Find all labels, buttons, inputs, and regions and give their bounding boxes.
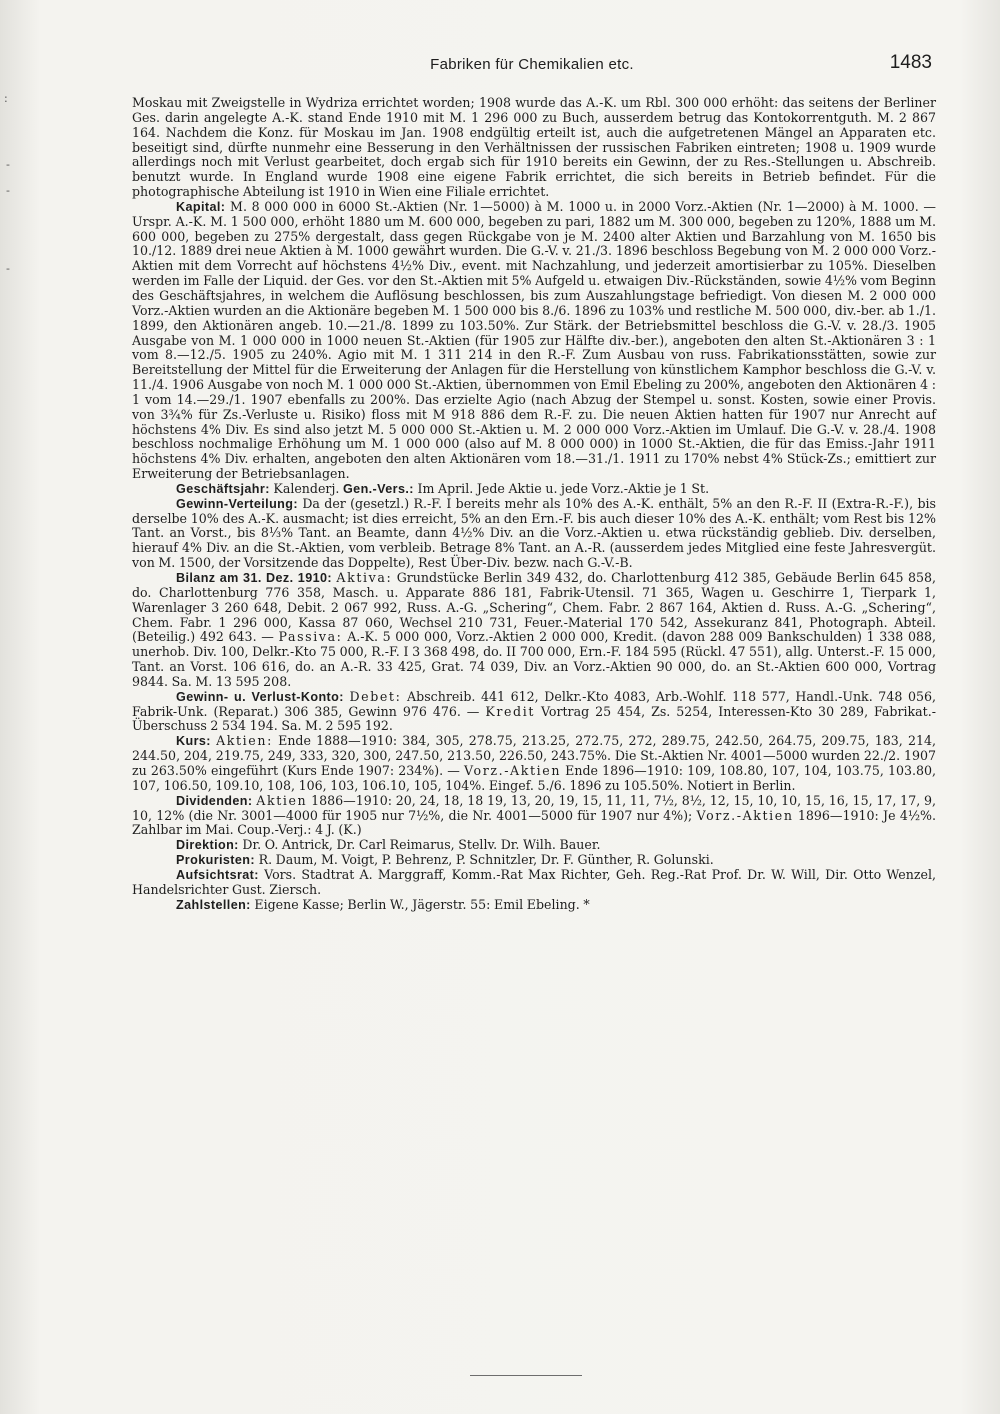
kapital-text: M. 8 000 000 in 6000 St.-Aktien (Nr. 1—5000) à M. 1000 u. in 2000 Vorz.-Aktien (Nr. 1—2000) à M. 1000. — Urspr. A.-K. M. 1 500 000, erhöht 1880 um M. 600 000, begeben zu pari, 1882 um M. 300 000, begeben zu 120%, 1888 um M. 600 000, begeben zu 275% dergestalt, dass gegen Rückgabe von je M. 2400 alter Aktien und Barzahlung von M. 1650 bis 10./12. 1889 drei neue Aktien à M. 1000 gewährt wurden. Die G.-V. v. 21./3. 1896 beschloss Begebung von M. 2 000 000 Vorz.-Aktien mit dem Vorrecht auf höchstens 4½% Div., event. mit Nachzahlung, und jederzeit amortisierbar zu 105%. Dieselben werden im Falle der Liquid. der Ges. vor den St.-Aktien mit 5% Aufgeld u. etwaigen Div.-Rückständen, sowie 4½% vom Beginn des Geschäftsjahres, in welchem die Auflösung beschlossen, bis zum Auszahlungstage befriedigt. Von diesen M. 2 000 000 Vorz.-Aktien wurden an die Aktionäre begeben M. 1 500 000 bis 8./6. 1896 zu 103% und restliche M. 500 000, div.-ber. ab 1./1. 1899, den Aktionären angeb. 10.—21./8. 1899 zu 103.50%. Zur Stärk. der Betriebsmittel beschloss die G.-V. v. 28./3. 1905 Ausgabe von M. 1 000 000 in 1000 neuen St.-Aktien (für 1905 zur Hälfte div.-ber.), angeboten den alten St.-Aktionären 3 : 1 vom 8.—12./5. 1905 zu 240%. Agio mit M. 1 311 214 in den R.-F. Zum Ausbau von russ. Fabrikationsstätten, sowie zur Bereitstellung der Mittel für die Erweiterung der Anlagen für die Herstellung von künstlichem Kamphor beschloss die G.-V. v. 11./4. 1906 Ausgabe von noch M. 1 000 000 St.-Aktien, übernommen von Emil Ebeling zu 200%, angeboten den Aktionären 4 : 1 vom 14.—29./1. 1907 ebenfalls zu 200%. Das erzielte Agio (nach Abzug der Stempel u. sonst. Kosten, sowie einer Provis. von 3¾% für Zs.-Verluste u. Risiko) floss mit M 918 886 dem R.-F. zu. Die neuen Aktien hatten für 1907 nur Anrecht auf höchstens 4% Div. Es sind also jetzt M. 5 000 000 St.-Aktien u. M. 2 000 000 Vorz.-Aktien im Umlauf. Die G.-V. v. 28./4. 1908 beschloss nochmalige Erhöhung um M. 1 000 000 (also auf M. 8 000 000) in 1000 St.-Aktien, die für das Emiss.-Jahr 1911 höchstens 4% Div. erhalten, angeboten den alten Aktionären vom 18.—31./1. 1911 zu 170% nebst 4% Stück-Zs.; emittiert zur Erweiterung der Betriebsanlagen. bbox=[132, 198, 937, 482]
section-direktion bbox=[132, 838, 936, 853]
section-gewinn-verteilung bbox=[132, 497, 936, 571]
direktion-text: Dr. O. Antrick, Dr. Carl Reimarus, Stellv. Dr. Wilh. Bauer. bbox=[242, 837, 601, 853]
margin-mark: : bbox=[4, 92, 8, 105]
aktiva-label: Aktiva: bbox=[336, 570, 393, 585]
intro-paragraph bbox=[132, 96, 936, 200]
direktion-label: Direktion: bbox=[176, 838, 239, 853]
geschaeftsjahr-label: Geschäftsjahr: bbox=[176, 481, 270, 496]
section-gewinn-verlust bbox=[132, 690, 936, 735]
page-number: 1483 bbox=[889, 52, 932, 73]
dividenden-aktien-label: Aktien bbox=[256, 792, 308, 808]
prokuristen-label: Prokuristen: bbox=[176, 853, 255, 868]
margin-mark: - bbox=[6, 184, 10, 197]
section-aufsichtsrat bbox=[132, 868, 936, 898]
bilanz-label: Bilanz am 31. Dez. 1910: bbox=[176, 571, 333, 585]
running-title: Fabriken für Chemikalien etc. bbox=[430, 56, 634, 73]
end-rule bbox=[470, 1375, 582, 1376]
section-zahlstellen bbox=[132, 898, 936, 913]
geschaeftsjahr-text: Kalenderj. bbox=[273, 480, 340, 496]
zahlstellen-text: Eigene Kasse; Berlin W., Jägerstr. 55: Emil Ebeling. bbox=[254, 896, 580, 912]
section-kapital bbox=[132, 200, 936, 482]
dividenden-text: 1886—1910: 20, 24, 18, 18 19, 13, 20, 19, 15, 11, 11, 7½, 8½, 12, 15, 10, 10, 15, 16, 15, 17, 17, 9, 10, 12% (die Nr. 3001—4000 für 1905 nur 7½%, die Nr. 4001—5000 für 1907 nur 4%); bbox=[132, 792, 937, 823]
gen-vers-label: Gen.-Vers.: bbox=[342, 481, 414, 496]
aktiva-text: Grundstücke Berlin 349 432, do. Charlottenburg 412 385, Gebäude Berlin 645 858, do. Charlottenburg 776 358, Masch. u. Apparate 886 181, Fabrik-Utensil. 71 365, Wagen u. Geschirre 1, Tierpark 1, Warenlager 3 260 648, Debit. 2 067 992, Russ. A.-G. „Schering“, Chem. Fabr. 2 867 164, Aktien d. Russ. A.-G. „Schering“, Chem. Fabr. 1 296 000, Kassa 87 060, Wechsel 210 731, Feuer.-Material 170 542, Assekuranz 841, Photograph. Abteil. (Beteilig.) 492 643. — bbox=[132, 570, 936, 645]
kurs-vorz-label: Vorz.-Aktien bbox=[464, 762, 562, 778]
aufsichtsrat-label: Aufsichtsrat: bbox=[176, 867, 259, 882]
zahlstellen-label: Zahlstellen: bbox=[176, 897, 251, 912]
kurs-vorz-text: Ende 1896—1910: 109, 108.80, 107, 104, 103.75, 103.80, 107, 106.50, 109.10, 108, 106, 103, 106.10, 105, 104%. Eingef. 5./6. 1896 zu 105.50%. Notiert in Berlin. bbox=[132, 762, 937, 793]
section-prokuristen bbox=[132, 853, 936, 868]
dividenden-vorz-text: 1896—1910: Je 4½%. Zahlbar im Mai. Coup.-Verj.: 4 J. (K.) bbox=[132, 807, 937, 838]
debet-label: Debet: bbox=[349, 688, 402, 704]
section-dividenden bbox=[132, 794, 936, 839]
kurs-text: Ende 1888—1910: 384, 305, 278.75, 213.25, 272.75, 272, 289.75, 242.50, 264.75, 209.75, 183, 214, 244.50, 204, 219.75, 249, 333, 320, 300, 247.50, 213.50, 226.50, 243.75%. Die St.-Aktien Nr. 4001—5000 wurden 22./2. 1907 zu 263.50% eingeführt (Kurs Ende 1907: 234%). — bbox=[132, 733, 937, 778]
kurs-aktien-label: Aktien: bbox=[216, 733, 273, 749]
section-kurs bbox=[132, 734, 936, 793]
gewinn-verteilung-text: Da der (gesetzl.) R.-F. I bereits mehr als 10% des A.-K. enthält, 5% an den R.-F. II (Extra-R.-F.), bis derselbe 10% des A.-K. ausmacht; ist dies erreicht, 5% an den Ern.-F. bis auch dieser 10% des A.-K. enthält; vom Rest bis 12% Tant. an Vorst., bis 8⅓% Tant. an Beamte, dann 4½% Div. an die Vorz.-Aktien u. etwa rückständig geblieb. Div. derselben, hierauf 4% Div. an die St.-Aktien, vom verbleib. Betrage 8% Tant. an A.-R. (ausserdem jedes Mitglied eine feste Jahresvergüt. von M. 1500, der Vorsitzende das Doppelte), Rest Über-Div. bezw. nach G.-V.-B. bbox=[132, 495, 936, 571]
kurs-label: Kurs: bbox=[176, 734, 211, 749]
passiva-label: Passiva: bbox=[278, 629, 343, 645]
debet-text: Abschreib. 441 612, Delkr.-Kto 4083, Arb.-Wohlf. 118 577, Handl.-Unk. 748 056, Fabrik-Unk. (Reparat.) 306 385, Gewinn 976 476. — bbox=[132, 688, 936, 719]
kredit-label: Kredit bbox=[485, 703, 535, 719]
kredit-text: Vortrag 25 454, Zs. 5254, Interessen-Kto 30 289, Fabrikat.-Überschuss 2 534 194. Sa. M. 2 595 192. bbox=[132, 703, 936, 734]
margin-mark: - bbox=[6, 158, 10, 171]
gen-vers-text: Im April. Jede Aktie u. jede Vorz.-Aktie je 1 St. bbox=[417, 480, 710, 496]
gewinn-verlust-label: Gewinn- u. Verlust-Konto: bbox=[176, 689, 344, 704]
aufsichtsrat-text: Vors. Stadtrat A. Marggraff, Komm.-Rat Max Richter, Geh. Reg.-Rat Prof. Dr. W. Will, Dir. Otto Wenzel, Handelsrichter Gust. Ziersch. bbox=[132, 866, 936, 897]
section-bilanz bbox=[132, 571, 936, 690]
gewinn-verteilung-label: Gewinn-Verteilung: bbox=[176, 496, 298, 511]
margin-mark: - bbox=[6, 262, 10, 275]
kapital-label: Kapital: bbox=[176, 199, 226, 214]
intro-text: Moskau mit Zweigstelle in Wydriza errichtet worden; 1908 wurde das A.-K. um Rbl. 300 000 erhöht: das seitens der Berliner Ges. darin angelegte A.-K. stand Ende 1910 mit M. 1 296 000 zu Buch, ausserdem betrug das Kontokorrentguth. M. 2 867 164. Nachdem die Konz. für Moskau im Jan. 1908 endgültig erteilt ist, auch die aufgetretenen Mängel an Apparaten etc. beseitigt sind, dürfte nunmehr eine Besserung in den Verhältnissen der russischen Fabriken eintreten; 1908 u. 1909 wurde allerdings noch mit Verlust gearbeitet, doch ergab sich für 1910 bereits ein Gewinn, der zu Res.-Stellungen u. Abschreib. benutzt wurde. In England wurde 1908 eine eigene Fabrik errichtet, die sich bereits in Betrieb befindet. Für die photographische Abteilung ist 1910 in Wien eine Filiale errichtet. bbox=[132, 95, 936, 200]
page-header bbox=[132, 52, 932, 82]
dividenden-label: Dividenden: bbox=[176, 793, 253, 808]
section-geschaeftsjahr bbox=[132, 482, 936, 497]
passiva-text: A.-K. 5 000 000, Vorz.-Aktien 2 000 000, Kredit. (davon 288 009 Bankschulden) 1 338 088, unerhob. Div. 100, Delkr.-Kto 75 000, R.-F. I 3 368 498, do. II 700 000, Ern.-F. 184 595 (Rückl. 47 551), allg. Unterst.-F. 15 000, Tant. an Vorst. 106 616, do. an A.-R. 33 425, Grat. 74 039, Div. an Vorz.-Aktien 90 000, do. an St.-Aktien 600 000, Vortrag 9844. Sa. M. 13 595 208. bbox=[132, 629, 936, 689]
footnote-mark: * bbox=[583, 896, 590, 912]
dividenden-vorz-label: Vorz.-Aktien bbox=[696, 807, 794, 823]
prokuristen-text: R. Daum, M. Voigt, P. Behrenz, P. Schnitzler, Dr. F. Günther, R. Golunski. bbox=[258, 852, 714, 868]
document-body bbox=[132, 96, 936, 912]
